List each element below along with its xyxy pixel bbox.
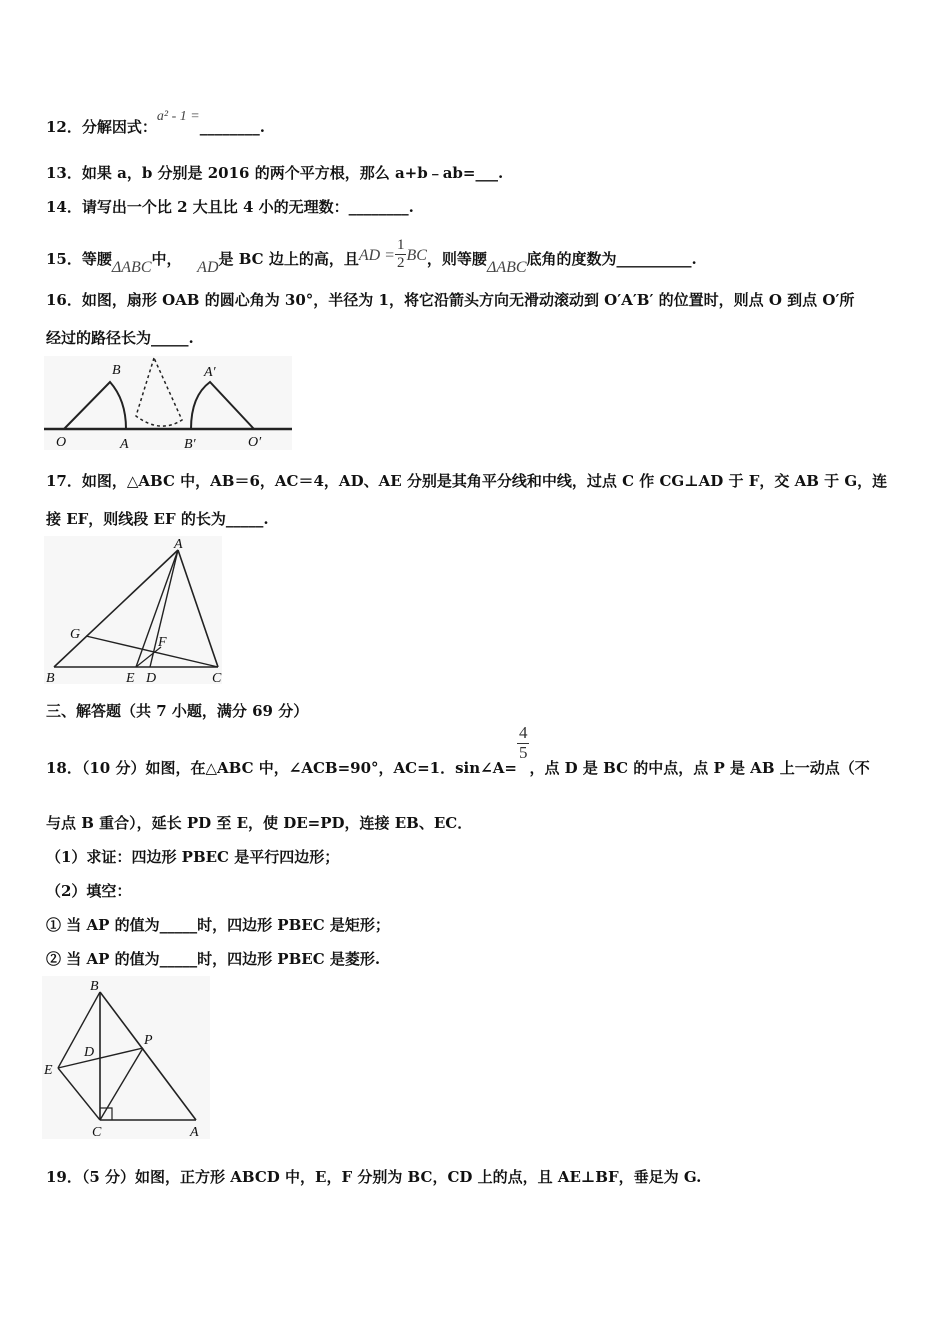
q17-label-e: E: [126, 671, 135, 686]
question-16-line-1: 16．如图，扇形 OAB 的圆心角为 30°，半径为 1，将它沿箭头方向无滑动滚动到 O′A′B′ 的位置时，则点 O 到点 O′所: [46, 291, 855, 309]
question-18-sub-3: ① 当 AP 的值为_____时，四边形 PBEC 是矩形；: [46, 916, 390, 934]
q16-label-a: A: [120, 437, 129, 452]
q15-eq-right: BC: [406, 247, 427, 264]
q18-part2: ，点 D 是 BC 的中点，点 P 是 AB 上一动点（不: [529, 759, 870, 778]
q15-part2: 中，: [151, 250, 182, 268]
q16-figure: [44, 356, 294, 452]
q17-label-f: F: [158, 635, 167, 650]
q15-eq-left: AD =: [358, 247, 395, 264]
q15-part5: 底角的度数为__________.: [526, 250, 697, 268]
q15-denominator: 2: [396, 254, 405, 271]
q18-label-d: D: [84, 1045, 95, 1060]
q15-fraction: [395, 237, 407, 271]
question-15: [46, 235, 697, 275]
section-3-title: 三、解答题（共 7 小题，满分 69 分）: [46, 702, 309, 720]
q18-numerator: 4: [518, 723, 528, 742]
question-17-line-2: 接 EF，则线段 EF 的长为_____.: [46, 510, 269, 528]
q12-blank: ________.: [199, 118, 265, 136]
question-16-line-2: 经过的路径长为_____.: [46, 329, 194, 347]
question-13: 13．如果 a，b 分别是 2016 的两个平方根，那么 a+b﹣ab=___.: [46, 164, 504, 182]
q15-part1: 15．等腰: [46, 250, 112, 268]
q17-label-d: D: [146, 671, 157, 686]
q18-denominator: 5: [518, 742, 528, 762]
q15-triangle-2: ΔABC: [486, 259, 527, 276]
question-18-line-2: 与点 B 重合），延长 PD 至 E，使 DE=PD，连接 EB、EC．: [46, 814, 473, 832]
question-17-line-1: 17．如图，△ABC 中，AB＝6，AC＝4，AD、AE 分别是其角平分线和中线，过点 C 作 CG⊥AD 于 F，交 AB 于 G，连: [46, 472, 888, 490]
q17-label-g: G: [70, 627, 81, 642]
q15-part3: 是 BC 边上的高，且: [218, 250, 359, 268]
q15-numerator: 1: [396, 237, 405, 253]
question-18-sub-4: ② 当 AP 的值为_____时，四边形 PBEC 是菱形.: [46, 950, 381, 968]
q15-part4: ，则等腰: [426, 250, 487, 268]
q18-label-b: B: [90, 979, 99, 994]
q18-label-a: A: [190, 1125, 199, 1140]
q16-label-o: O: [56, 435, 67, 450]
question-18-line-1: [46, 723, 870, 778]
q18-label-e: E: [44, 1063, 53, 1078]
question-12: [46, 109, 265, 137]
q17-label-b: B: [46, 671, 55, 686]
q17-figure: [44, 536, 224, 686]
q18-figure: [42, 976, 212, 1141]
q18-label-p: P: [144, 1033, 153, 1048]
question-14: 14．请写出一个比 2 大且比 4 小的无理数：________.: [46, 198, 414, 216]
q16-label-b: B: [112, 363, 121, 378]
q15-triangle-1: ΔABC: [111, 259, 152, 276]
q16-label-a-prime: A′: [204, 365, 216, 380]
question-19: 19．（5 分）如图，正方形 ABCD 中，E，F 分别为 BC，CD 上的点，且 AE⊥BF，垂足为 G.: [46, 1168, 702, 1186]
question-18-sub-2: （2）填空：: [46, 882, 132, 900]
q12-expression: a² - 1 =: [156, 109, 200, 124]
q18-label-c: C: [92, 1125, 102, 1140]
q12-text: 12．分解因式：: [46, 118, 157, 136]
q17-label-a: A: [174, 537, 183, 552]
question-18-sub-1: （1）求证：四边形 PBEC 是平行四边形；: [46, 848, 340, 866]
q17-label-c: C: [212, 671, 222, 686]
q16-label-o-prime: O′: [248, 435, 262, 450]
q16-label-b-prime: B′: [184, 437, 196, 452]
q18-part1: 18．（10 分）如图，在△ABC 中，∠ACB=90°，AC=1．sin∠A=: [46, 759, 517, 778]
q15-ad: AD: [197, 259, 219, 276]
q18-fraction: [517, 724, 530, 762]
